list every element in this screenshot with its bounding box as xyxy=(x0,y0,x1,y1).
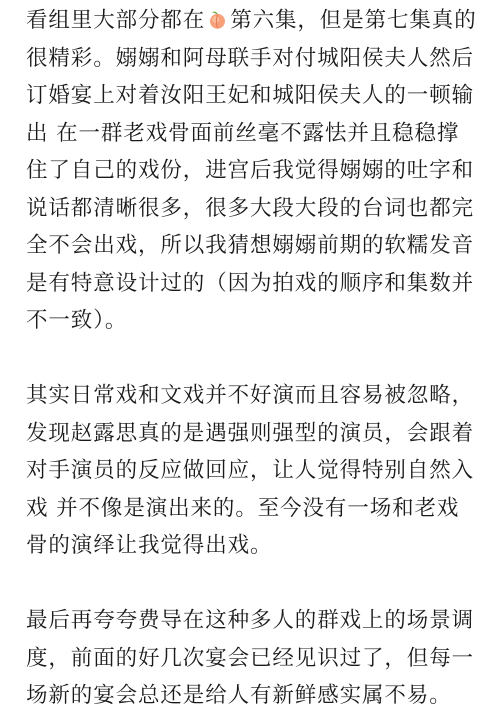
paragraph-1-text-after: 第六集，但是第七集真的很精彩。嫋嫋和阿母联手对付城阳侯夫人然后订婚宴上对着汝阳王妃和城阳侯夫人的一顿输出 在一群老戏骨面前丝毫不露怯并且稳稳撑住了自己的戏份，进宫后我觉得嫋嫋的吐字和说话都清晰很多，很多大段大段的台词也都完全不会出戏，所以我猜想嫋嫋前期的软糯发音是有特意设计过的（因为拍戏的顺序和集数并不一致）。 xyxy=(26,8,477,333)
paragraph-1 xyxy=(26,2,480,340)
paragraph-1-text-before: 看组里大部分都在 xyxy=(26,8,206,33)
paragraph-3: 最后再夸夸费导在这种多人的群戏上的场景调度，前面的好几次宴会已经见识过了，但每一场新的宴会总还是给人有新鲜感实属不易。 xyxy=(26,608,475,708)
paragraph-2: 其实日常戏和文戏并不好演而且容易被忽略，发现赵露思真的是遇强则强型的演员，会跟着对手演员的反应做回应，让人觉得特别自然入戏 并不像是演出来的。至今没有一场和老戏骨的演绎让我觉得出戏。 xyxy=(26,383,475,558)
peach-icon xyxy=(207,5,228,26)
